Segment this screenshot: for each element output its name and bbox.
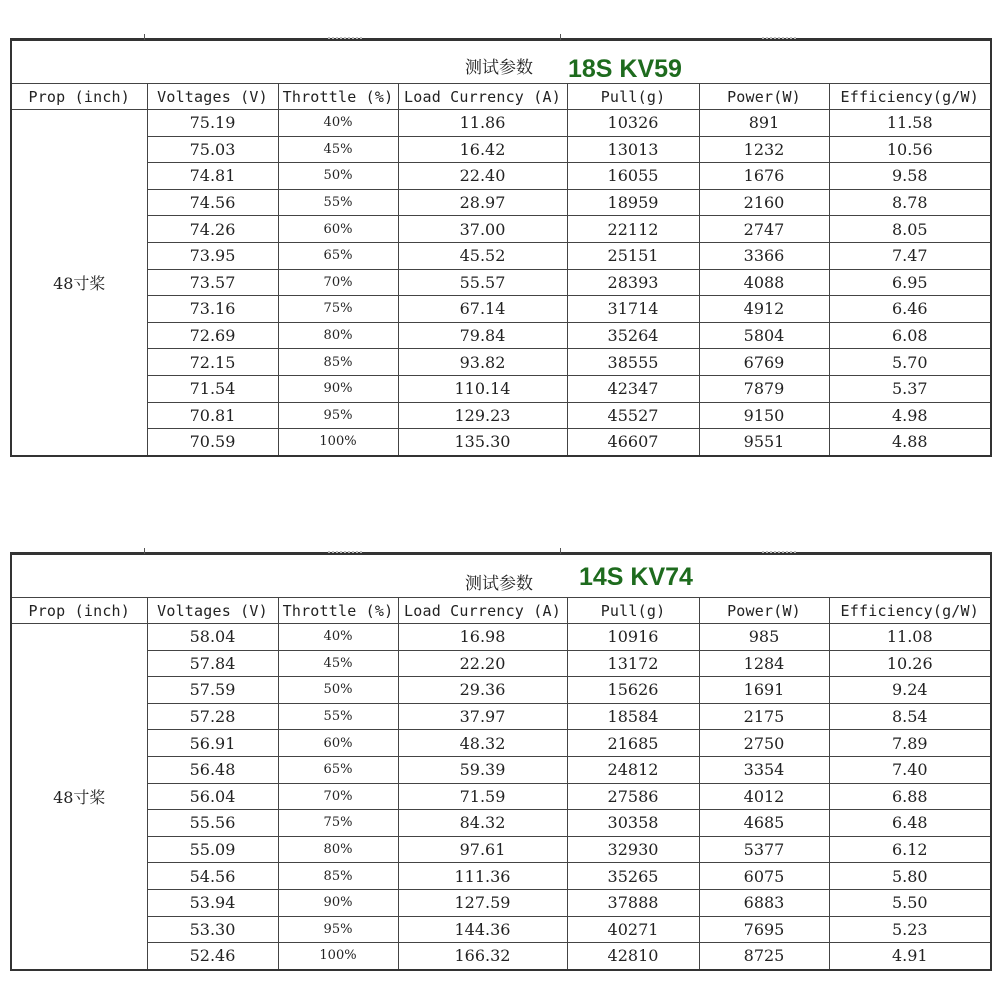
table-cell: 11.08 <box>829 624 991 651</box>
table-cell: 6075 <box>699 863 829 890</box>
table-cell: 70.81 <box>147 402 278 429</box>
table-cell: 7879 <box>699 375 829 402</box>
table-cell: 75% <box>278 296 398 323</box>
model-label: 18S KV59 <box>568 55 682 83</box>
column-header: Load Currency (A) <box>398 598 567 624</box>
table-cell: 60% <box>278 216 398 243</box>
table-cell: 22112 <box>567 216 699 243</box>
table-cell: 7.40 <box>829 756 991 783</box>
table-cell: 5804 <box>699 322 829 349</box>
table-cell: 50% <box>278 163 398 190</box>
table-cell: 4088 <box>699 269 829 296</box>
table-cell: 100% <box>278 943 398 970</box>
prop-size-cell: 48寸桨 <box>11 624 147 970</box>
table-cell: 90% <box>278 889 398 916</box>
table-cell: 1691 <box>699 677 829 704</box>
table-cell: 50% <box>278 677 398 704</box>
test-table-14s-kv74 <box>10 552 990 971</box>
table-cell: 15626 <box>567 677 699 704</box>
table-cell: 93.82 <box>398 349 567 376</box>
table-cell: 45% <box>278 136 398 163</box>
table-row <box>11 730 991 757</box>
scan-smudge <box>762 543 796 553</box>
table-row <box>11 242 991 269</box>
table-cell: 85% <box>278 349 398 376</box>
table-cell: 16055 <box>567 163 699 190</box>
table-row <box>11 889 991 916</box>
table-cell: 100% <box>278 429 398 456</box>
header-row <box>11 84 991 110</box>
scan-smudge <box>328 543 362 553</box>
table-cell: 7.47 <box>829 242 991 269</box>
table-cell: 75% <box>278 810 398 837</box>
table-cell: 891 <box>699 110 829 137</box>
table-cell: 166.32 <box>398 943 567 970</box>
table-cell: 74.81 <box>147 163 278 190</box>
table-cell: 6.88 <box>829 783 991 810</box>
table-cell: 42810 <box>567 943 699 970</box>
table-cell: 57.28 <box>147 703 278 730</box>
table-cell: 45527 <box>567 402 699 429</box>
table-cell: 52.46 <box>147 943 278 970</box>
table-cell: 53.94 <box>147 889 278 916</box>
table-cell: 85% <box>278 863 398 890</box>
table-row <box>11 216 991 243</box>
prop-size-cell: 48寸桨 <box>11 110 147 456</box>
table-row <box>11 429 991 456</box>
table-cell: 9.58 <box>829 163 991 190</box>
table-cell: 6.48 <box>829 810 991 837</box>
table-cell: 22.20 <box>398 650 567 677</box>
table-cell: 80% <box>278 836 398 863</box>
column-header: Voltages (V) <box>147 84 278 110</box>
table-cell: 35265 <box>567 863 699 890</box>
table-cell: 4685 <box>699 810 829 837</box>
table-cell: 73.57 <box>147 269 278 296</box>
table-row <box>11 916 991 943</box>
table-cell: 13013 <box>567 136 699 163</box>
table-cell: 55.09 <box>147 836 278 863</box>
table-cell: 55% <box>278 189 398 216</box>
table-cell: 90% <box>278 375 398 402</box>
table-cell: 56.48 <box>147 756 278 783</box>
title-cell <box>11 554 991 598</box>
table-cell: 3354 <box>699 756 829 783</box>
table-cell: 2175 <box>699 703 829 730</box>
table-cell: 59.39 <box>398 756 567 783</box>
table-cell: 40271 <box>567 916 699 943</box>
table-cell: 40% <box>278 110 398 137</box>
table-cell: 71.59 <box>398 783 567 810</box>
table-cell: 65% <box>278 756 398 783</box>
table-cell: 95% <box>278 402 398 429</box>
table-row <box>11 296 991 323</box>
table-cell: 25151 <box>567 242 699 269</box>
table-cell: 5.70 <box>829 349 991 376</box>
table-cell: 31714 <box>567 296 699 323</box>
table-row <box>11 863 991 890</box>
table-cell: 75.03 <box>147 136 278 163</box>
table-cell: 22.40 <box>398 163 567 190</box>
table-cell: 5.37 <box>829 375 991 402</box>
table-row <box>11 756 991 783</box>
table-cell: 8725 <box>699 943 829 970</box>
model-label: 14S KV74 <box>579 563 693 591</box>
table-cell: 37888 <box>567 889 699 916</box>
table-cell: 2160 <box>699 189 829 216</box>
table-row <box>11 269 991 296</box>
table-cell: 9.24 <box>829 677 991 704</box>
table-cell: 7695 <box>699 916 829 943</box>
table-cell: 29.36 <box>398 677 567 704</box>
table-cell: 11.58 <box>829 110 991 137</box>
title-row <box>11 554 991 598</box>
table-cell: 28.97 <box>398 189 567 216</box>
table-cell: 144.36 <box>398 916 567 943</box>
table-cell: 9150 <box>699 402 829 429</box>
table-row <box>11 677 991 704</box>
table-cell: 985 <box>699 624 829 651</box>
table-cell: 37.97 <box>398 703 567 730</box>
table-cell: 13172 <box>567 650 699 677</box>
table-cell: 58.04 <box>147 624 278 651</box>
column-header: Prop (inch) <box>11 84 147 110</box>
table-cell: 45% <box>278 650 398 677</box>
table-cell: 35264 <box>567 322 699 349</box>
table-cell: 55.57 <box>398 269 567 296</box>
table-cell: 67.14 <box>398 296 567 323</box>
table-cell: 8.78 <box>829 189 991 216</box>
table-cell: 28393 <box>567 269 699 296</box>
column-header: Voltages (V) <box>147 598 278 624</box>
table-cell: 55% <box>278 703 398 730</box>
table-cell: 60% <box>278 730 398 757</box>
table-cell: 45.52 <box>398 242 567 269</box>
table-cell: 5.23 <box>829 916 991 943</box>
table-cell: 72.69 <box>147 322 278 349</box>
table-cell: 18584 <box>567 703 699 730</box>
table-cell: 73.16 <box>147 296 278 323</box>
table-row <box>11 189 991 216</box>
table-cell: 72.15 <box>147 349 278 376</box>
table-title: 测试参数 <box>465 58 533 78</box>
table-cell: 2747 <box>699 216 829 243</box>
table-row <box>11 402 991 429</box>
table-cell: 73.95 <box>147 242 278 269</box>
table-cell: 5.50 <box>829 889 991 916</box>
table-cell: 70% <box>278 783 398 810</box>
column-header: Pull(g) <box>567 84 699 110</box>
column-header: Power(W) <box>699 598 829 624</box>
table-cell: 11.86 <box>398 110 567 137</box>
column-header: Prop (inch) <box>11 598 147 624</box>
table-cell: 42347 <box>567 375 699 402</box>
column-header: Throttle (%) <box>278 598 398 624</box>
table-cell: 38555 <box>567 349 699 376</box>
header-row <box>11 598 991 624</box>
table-cell: 97.61 <box>398 836 567 863</box>
table-cell: 84.32 <box>398 810 567 837</box>
table-cell: 10.26 <box>829 650 991 677</box>
table-row <box>11 110 991 137</box>
table-cell: 1676 <box>699 163 829 190</box>
table-cell: 4.91 <box>829 943 991 970</box>
table-cell: 4.98 <box>829 402 991 429</box>
table-cell: 9551 <box>699 429 829 456</box>
table-cell: 48.32 <box>398 730 567 757</box>
table-cell: 74.56 <box>147 189 278 216</box>
table-cell: 6.46 <box>829 296 991 323</box>
table-cell: 53.30 <box>147 916 278 943</box>
table-cell: 5.80 <box>829 863 991 890</box>
table-cell: 10326 <box>567 110 699 137</box>
table-cell: 80% <box>278 322 398 349</box>
table-cell: 7.89 <box>829 730 991 757</box>
table-cell: 2750 <box>699 730 829 757</box>
table-cell: 18959 <box>567 189 699 216</box>
table-cell: 6.95 <box>829 269 991 296</box>
table-row <box>11 943 991 970</box>
table-cell: 56.91 <box>147 730 278 757</box>
table-row <box>11 375 991 402</box>
table-cell: 16.42 <box>398 136 567 163</box>
table-cell: 8.05 <box>829 216 991 243</box>
table-cell: 6769 <box>699 349 829 376</box>
table-cell: 55.56 <box>147 810 278 837</box>
table-cell: 16.98 <box>398 624 567 651</box>
column-header: Power(W) <box>699 84 829 110</box>
table-cell: 21685 <box>567 730 699 757</box>
table-cell: 79.84 <box>398 322 567 349</box>
table-title: 测试参数 <box>465 574 533 594</box>
table-cell: 6.12 <box>829 836 991 863</box>
scan-smudge <box>328 29 362 39</box>
table-cell: 5377 <box>699 836 829 863</box>
column-header: Efficiency(g/W) <box>829 84 991 110</box>
table-cell: 127.59 <box>398 889 567 916</box>
table-cell: 111.36 <box>398 863 567 890</box>
table-cell: 10.56 <box>829 136 991 163</box>
data-table <box>10 38 992 457</box>
column-header: Pull(g) <box>567 598 699 624</box>
table-cell: 6883 <box>699 889 829 916</box>
table-cell: 6.08 <box>829 322 991 349</box>
table-row <box>11 810 991 837</box>
table-cell: 54.56 <box>147 863 278 890</box>
table-cell: 27586 <box>567 783 699 810</box>
table-row <box>11 136 991 163</box>
table-cell: 40% <box>278 624 398 651</box>
table-cell: 57.84 <box>147 650 278 677</box>
table-cell: 135.30 <box>398 429 567 456</box>
data-table <box>10 552 992 971</box>
table-cell: 70% <box>278 269 398 296</box>
table-cell: 24812 <box>567 756 699 783</box>
table-cell: 56.04 <box>147 783 278 810</box>
table-cell: 65% <box>278 242 398 269</box>
title-row <box>11 40 991 84</box>
column-header: Efficiency(g/W) <box>829 598 991 624</box>
table-row <box>11 624 991 651</box>
table-row <box>11 349 991 376</box>
table-cell: 129.23 <box>398 402 567 429</box>
table-cell: 4912 <box>699 296 829 323</box>
test-table-18s-kv59 <box>10 38 990 457</box>
title-cell <box>11 40 991 84</box>
table-cell: 46607 <box>567 429 699 456</box>
table-cell: 74.26 <box>147 216 278 243</box>
table-row <box>11 836 991 863</box>
table-cell: 75.19 <box>147 110 278 137</box>
table-cell: 70.59 <box>147 429 278 456</box>
column-header: Throttle (%) <box>278 84 398 110</box>
table-cell: 4012 <box>699 783 829 810</box>
table-row <box>11 783 991 810</box>
scan-smudge <box>762 29 796 39</box>
table-cell: 3366 <box>699 242 829 269</box>
table-cell: 57.59 <box>147 677 278 704</box>
table-cell: 110.14 <box>398 375 567 402</box>
table-cell: 4.88 <box>829 429 991 456</box>
table-cell: 32930 <box>567 836 699 863</box>
table-cell: 8.54 <box>829 703 991 730</box>
table-cell: 1232 <box>699 136 829 163</box>
table-cell: 95% <box>278 916 398 943</box>
table-row <box>11 650 991 677</box>
table-cell: 10916 <box>567 624 699 651</box>
column-header: Load Currency (A) <box>398 84 567 110</box>
table-cell: 1284 <box>699 650 829 677</box>
table-cell: 37.00 <box>398 216 567 243</box>
table-cell: 30358 <box>567 810 699 837</box>
table-row <box>11 322 991 349</box>
table-row <box>11 703 991 730</box>
table-cell: 71.54 <box>147 375 278 402</box>
table-row <box>11 163 991 190</box>
